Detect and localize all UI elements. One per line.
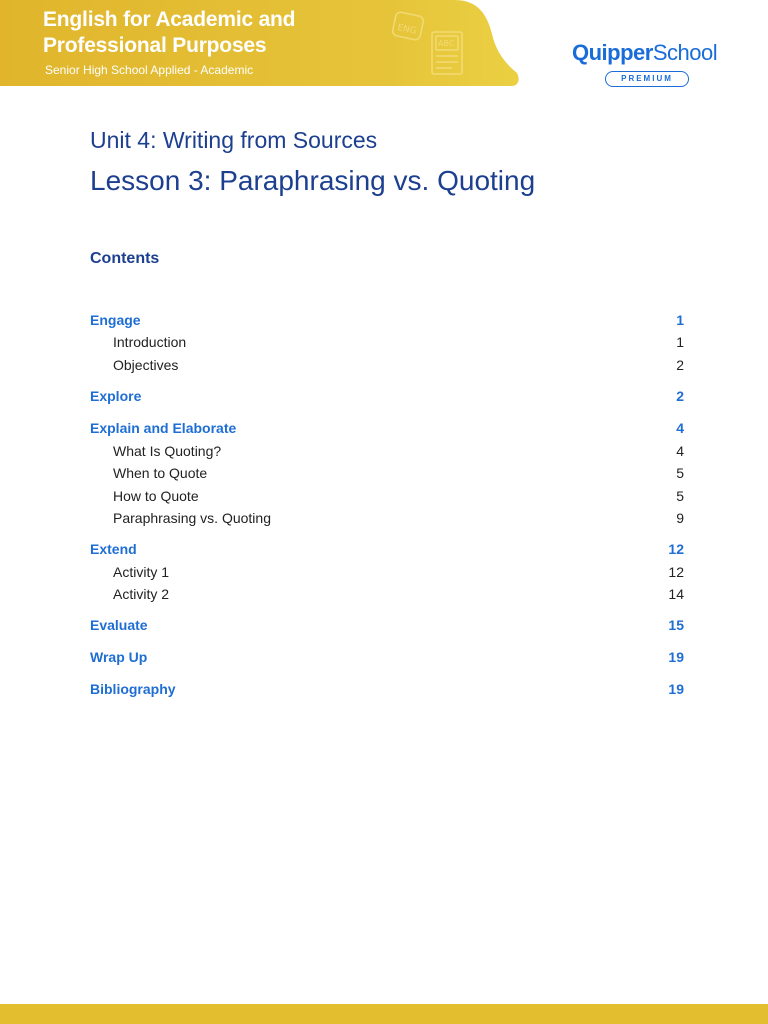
toc-entry-page: 9: [676, 510, 684, 526]
toc-entry-label: Activity 2: [113, 586, 170, 602]
toc-entry-page: 2: [676, 388, 684, 404]
toc-entry-label: Paraphrasing vs. Quoting: [113, 510, 271, 526]
toc-entry-when-to-quote[interactable]: [90, 463, 684, 483]
toc-entry-activity-1[interactable]: [90, 562, 684, 582]
toc-entry-label: Evaluate: [90, 617, 148, 633]
footer-bar: [0, 1004, 768, 1024]
course-title: [43, 7, 363, 59]
toc-entry-how-to-quote[interactable]: [90, 486, 684, 506]
toc-entry-label: Wrap Up: [90, 649, 148, 665]
toc-entry-paraphrasing-vs-quoting[interactable]: [90, 508, 684, 528]
premium-badge: PREMIUM: [605, 71, 689, 87]
toc-entry-label: Objectives: [113, 357, 179, 373]
toc-entry-bibliography[interactable]: [90, 679, 684, 699]
toc-entry-page: 12: [668, 564, 684, 580]
toc-entry-label: Activity 1: [113, 564, 170, 580]
lesson-title: Lesson 3: Paraphrasing vs. Quoting: [90, 165, 536, 196]
toc-entry-page: 19: [668, 649, 684, 665]
svg-text:ABC: ABC: [438, 39, 455, 48]
toc-entry-page: 5: [676, 465, 684, 481]
course-subtitle: Senior High School Applied - Academic: [45, 63, 254, 77]
toc-entry-introduction[interactable]: [90, 332, 684, 352]
toc-entry-label: Introduction: [113, 334, 187, 350]
logo-school-text: School: [652, 40, 718, 65]
toc-entry-explain-and-elaborate[interactable]: [90, 418, 684, 438]
decorative-icons: [388, 8, 478, 80]
toc-entry-label: Explore: [90, 388, 142, 404]
quipper-school-logo: [572, 40, 732, 88]
course-title-line-1: English for Academic and: [43, 8, 296, 31]
toc-entry-page: 4: [676, 443, 684, 459]
toc-entry-page: 19: [668, 681, 684, 697]
toc-entry-page: 4: [676, 420, 684, 436]
toc-entry-activity-2[interactable]: [90, 584, 684, 604]
toc-entry-label: Explain and Elaborate: [90, 420, 237, 436]
toc-entry-label: How to Quote: [113, 488, 199, 504]
toc-entry-page: 1: [676, 334, 684, 350]
toc-entry-page: 1: [676, 312, 684, 328]
svg-text:ENG: ENG: [396, 22, 418, 37]
logo-wordmark: [572, 40, 717, 66]
toc-entry-objectives[interactable]: [90, 355, 684, 375]
toc-entry-label: What Is Quoting?: [113, 443, 222, 459]
course-title-line-2: Professional Purposes: [43, 34, 267, 57]
toc-entry-label: Bibliography: [90, 681, 176, 697]
toc-entry-page: 5: [676, 488, 684, 504]
toc-entry-what-is-quoting[interactable]: [90, 441, 684, 461]
toc-entry-extend[interactable]: [90, 539, 684, 559]
toc-entry-evaluate[interactable]: [90, 615, 684, 635]
toc-entry-wrap-up[interactable]: [90, 647, 684, 667]
toc-entry-page: 2: [676, 357, 684, 373]
toc-entry-label: When to Quote: [113, 465, 208, 481]
toc-entry-engage[interactable]: [90, 310, 684, 330]
toc-entry-label: Engage: [90, 312, 141, 328]
unit-title: Unit 4: Writing from Sources: [90, 127, 378, 153]
toc-entry-explore[interactable]: [90, 386, 684, 406]
toc-entry-label: Extend: [90, 541, 137, 557]
contents-heading: Contents: [90, 250, 160, 267]
toc-entry-page: 12: [668, 541, 684, 557]
toc-entry-page: 14: [668, 586, 684, 602]
toc-entry-page: 15: [668, 617, 684, 633]
logo-quipper-text: Quipper: [572, 40, 653, 65]
